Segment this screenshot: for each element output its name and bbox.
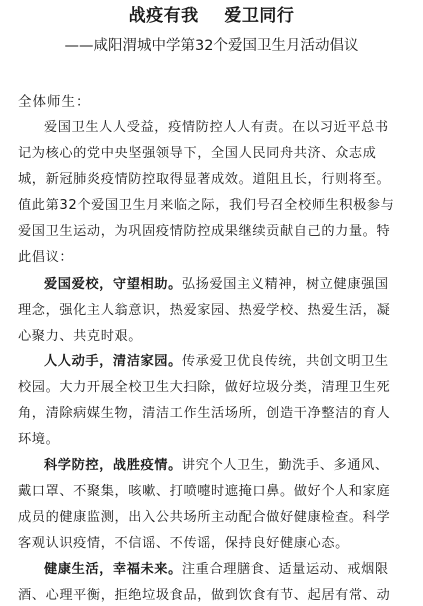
intro-line: 此倡议： xyxy=(18,250,74,265)
section-line: 理念，强化主人翁意识，热爱家园、热爱学校、热爱生活，凝 xyxy=(18,303,391,318)
section-line: 环境。 xyxy=(18,432,60,447)
intro-line: 记为核心的党中央坚强领导下，全国人民同舟共济、众志成 xyxy=(18,146,377,161)
section-line: 校园。大力开展全校卫生大扫除，做好垃圾分类，清理卫生死 xyxy=(18,380,391,395)
salutation: 全体师生： xyxy=(18,94,91,110)
section-first-line xyxy=(44,275,389,295)
section-text: 讲究个人卫生，勤洗手、多通风、 xyxy=(181,458,389,473)
document-title: 战疫有我 爱卫同行 xyxy=(128,6,295,26)
section-line: 戴口罩、不聚集，咳嗽、打喷嚏时遮掩口鼻。做好个人和家庭 xyxy=(18,484,391,499)
section-line: 成员的健康监测，出入公共场所主动配合做好健康检查。科学 xyxy=(18,510,391,525)
section-heading: 健康生活，幸福未来。 xyxy=(44,562,182,577)
intro-line: 值此第32个爱国卫生月来临之际，我们号召全校师生积极参与 xyxy=(18,198,395,213)
document-subtitle: ——咸阳渭城中学第32个爱国卫生月活动倡议 xyxy=(64,38,359,54)
section-line: 酒、心理平衡，拒绝垃圾食品，做到饮食有节、起居有常、动 xyxy=(18,588,391,603)
section-first-line xyxy=(44,560,389,580)
section-heading: 人人动手，清洁家园。 xyxy=(44,354,182,369)
section-text: 弘扬爱国主义精神，树立健康强国 xyxy=(181,277,389,292)
section-line: 客观认识疫情，不信谣、不传谣，保持良好健康心态。 xyxy=(18,536,349,551)
section-first-line xyxy=(44,456,389,476)
intro-line: 爱国卫生运动，为巩固疫情防控成果继续贡献自己的力量。特 xyxy=(18,224,391,239)
intro-line: 城，新冠肺炎疫情防控取得显著成效。道阻且长，行则将至。 xyxy=(18,172,391,187)
section-text: 传承爱卫优良传统，共创文明卫生 xyxy=(181,354,389,369)
intro-line: 爱国卫生人人受益，疫情防控人人有责。在以习近平总书 xyxy=(44,120,389,135)
section-first-line xyxy=(44,352,389,372)
section-heading: 科学防控，战胜疫情。 xyxy=(44,458,182,473)
section-heading: 爱国爱校，守望相助。 xyxy=(44,277,182,292)
section-line: 角，清除病媒生物，清洁工作生活场所，创造干净整洁的育人 xyxy=(18,406,391,421)
section-line: 心聚力、共克时艰。 xyxy=(18,329,143,344)
section-text: 注重合理膳食、适量运动、戒烟限 xyxy=(181,562,389,577)
